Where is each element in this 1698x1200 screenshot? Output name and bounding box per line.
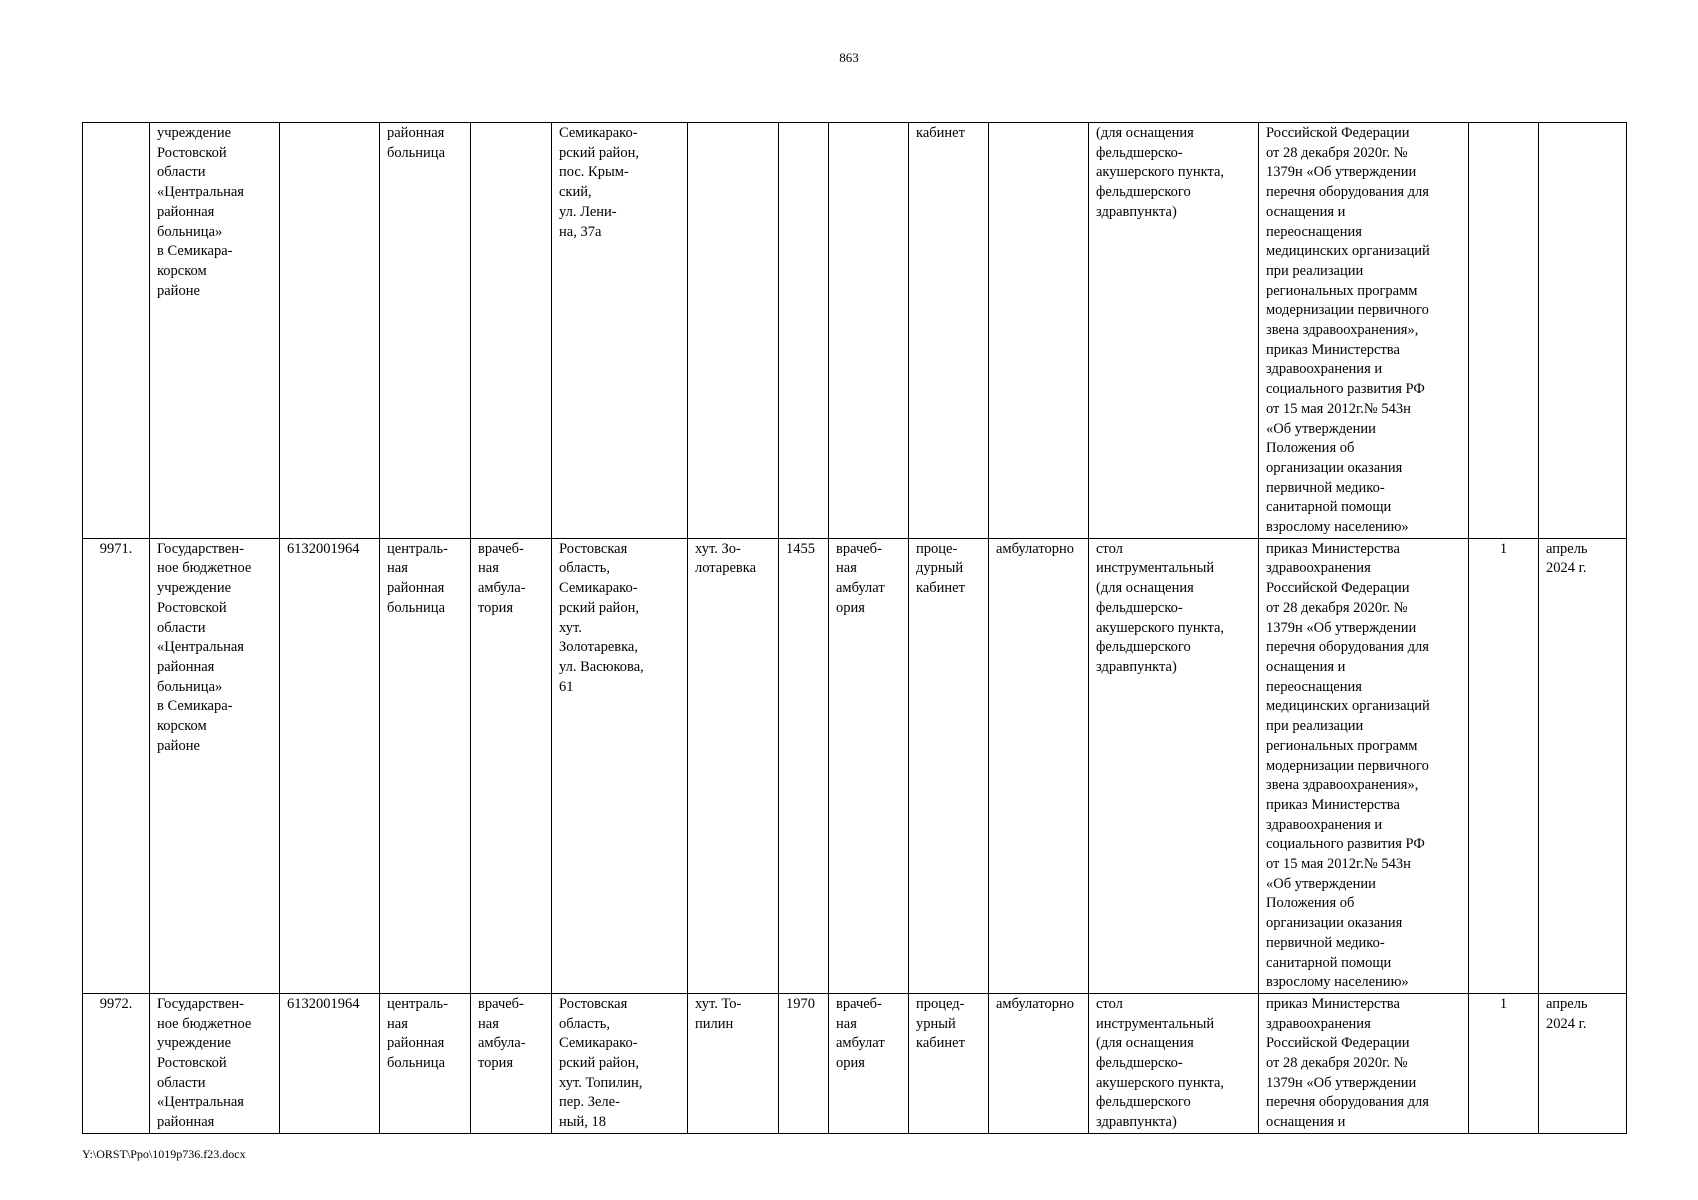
document-file-path: Y:\ORST\Ppo\1019p736.f23.docx	[82, 1147, 246, 1161]
quantity-cell: 1	[1469, 993, 1539, 1133]
room-cell: проце- дурный кабинет	[909, 538, 989, 993]
organization-type-cell: централь- ная районная больница	[380, 993, 471, 1133]
population-cell: 1970	[779, 993, 829, 1133]
unit-type-cell	[471, 123, 552, 539]
population-cell: 1455	[779, 538, 829, 993]
settlement-cell: хут. Зо- лотаревка	[688, 538, 779, 993]
row-number-cell: 9971.	[83, 538, 150, 993]
unit-type-cell: врачеб- ная амбула- тория	[471, 993, 552, 1133]
care-form-cell	[989, 123, 1089, 539]
inn-cell: 6132001964	[280, 993, 380, 1133]
organization-cell: Государствен- ное бюджетное учреждение Ростовской области «Центральная районная больница» в Семикара- корском районе	[150, 538, 280, 993]
unit-kind-cell	[829, 123, 909, 539]
organization-cell: Государствен- ное бюджетное учреждение Ростовской области «Центральная районная	[150, 993, 280, 1133]
address-cell: Ростовская область, Семикарако- рский район, хут. Золотаревка, ул. Васюкова, 61	[552, 538, 688, 993]
address-cell: Ростовская область, Семикарако- рский район, хут. Топилин, пер. Зеле- ный, 18	[552, 993, 688, 1133]
unit-kind-cell: врачеб- ная амбулат ория	[829, 538, 909, 993]
page-number: 863	[839, 50, 859, 65]
unit-kind-cell: врачеб- ная амбулат ория	[829, 993, 909, 1133]
inn-cell	[280, 123, 380, 539]
organization-type-cell: централь- ная районная больница	[380, 538, 471, 993]
settlement-cell	[688, 123, 779, 539]
inn-cell: 6132001964	[280, 538, 380, 993]
equipment-cell: (для оснащения фельдшерско- акушерского пункта, фельдшерского здравпункта)	[1089, 123, 1259, 539]
quantity-cell	[1469, 123, 1539, 539]
room-cell: кабинет	[909, 123, 989, 539]
table-row	[83, 538, 1627, 993]
legal-basis-cell: Российской Федерации от 28 декабря 2020г. № 1379н «Об утверждении перечня оборудования для оснащения и переоснащения медицинских организаций при реализации региональных программ модернизации первичного звена здравоохранения», приказ Министерства здравоохранения и социального развития РФ от 15 мая 2012г.№ 543н «Об утверждении Положения об организации оказания первичной медико- санитарной помощи взрослому населению»	[1259, 123, 1469, 539]
row-number-cell: 9972.	[83, 993, 150, 1133]
organization-cell: учреждение Ростовской области «Центральная районная больница» в Семикара- корском районе	[150, 123, 280, 539]
settlement-cell: хут. То- пилин	[688, 993, 779, 1133]
deadline-cell	[1539, 123, 1627, 539]
legal-basis-cell: приказ Министерства здравоохранения Российской Федерации от 28 декабря 2020г. № 1379н «Об утверждении перечня оборудования для оснащения и	[1259, 993, 1469, 1133]
deadline-cell: апрель 2024 г.	[1539, 993, 1627, 1133]
care-form-cell: амбулаторно	[989, 538, 1089, 993]
quantity-cell: 1	[1469, 538, 1539, 993]
care-form-cell: амбулаторно	[989, 993, 1089, 1133]
address-cell: Семикарако- рский район, пос. Крым- ский, ул. Лени- на, 37а	[552, 123, 688, 539]
legal-basis-cell: приказ Министерства здравоохранения Российской Федерации от 28 декабря 2020г. № 1379н «Об утверждении перечня оборудования для оснащения и переоснащения медицинских организаций при реализации региональных программ модернизации первичного звена здравоохранения», приказ Министерства здравоохранения и социального развития РФ от 15 мая 2012г.№ 543н «Об утверждении Положения об организации оказания первичной медико- санитарной помощи взрослому населению»	[1259, 538, 1469, 993]
equipment-cell: стол инструментальный (для оснащения фельдшерско- акушерского пункта, фельдшерского здравпункта)	[1089, 993, 1259, 1133]
table-row	[83, 993, 1627, 1133]
room-cell: процед- урный кабинет	[909, 993, 989, 1133]
equipment-registry-table	[82, 122, 1627, 1134]
table-row	[83, 123, 1627, 539]
row-number-cell	[83, 123, 150, 539]
deadline-cell: апрель 2024 г.	[1539, 538, 1627, 993]
organization-type-cell: районная больница	[380, 123, 471, 539]
population-cell	[779, 123, 829, 539]
unit-type-cell: врачеб- ная амбула- тория	[471, 538, 552, 993]
equipment-cell: стол инструментальный (для оснащения фельдшерско- акушерского пункта, фельдшерского здравпункта)	[1089, 538, 1259, 993]
